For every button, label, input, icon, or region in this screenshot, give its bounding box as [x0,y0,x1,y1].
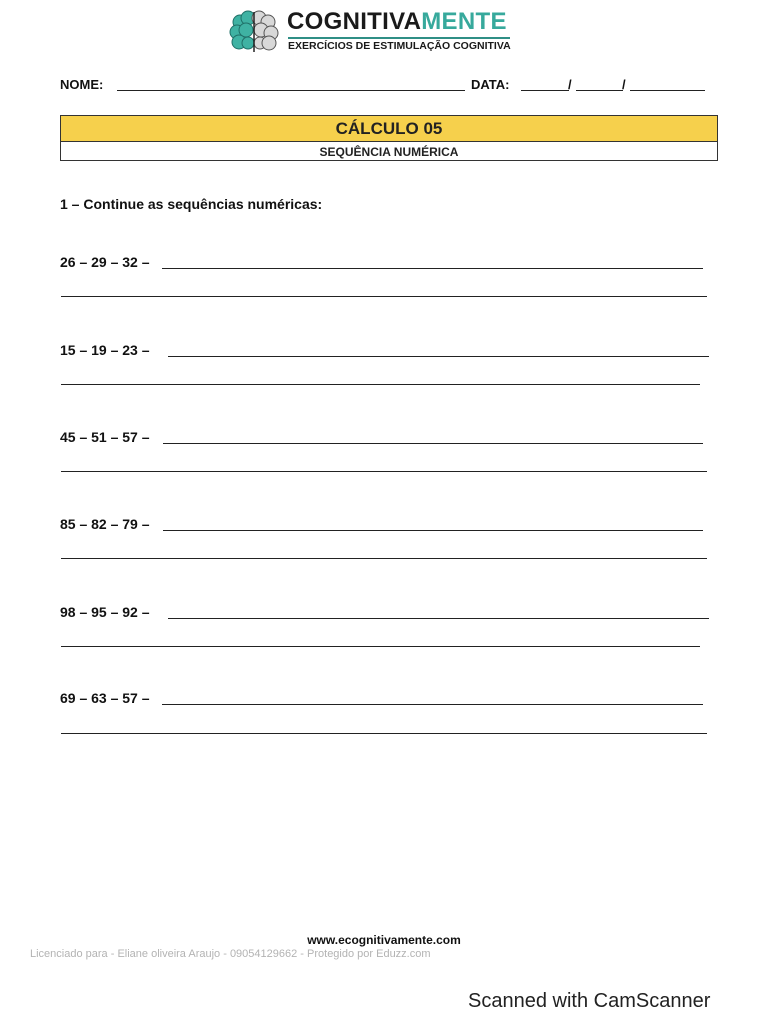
name-label: NOME: [60,77,104,92]
sequence-label-1: 26 – 29 – 32 – [60,254,150,270]
answer-line-2b[interactable] [61,384,700,385]
answer-line-3a[interactable] [163,443,703,444]
answer-line-1a[interactable] [162,268,703,269]
answer-line-1b[interactable] [61,296,707,297]
scanner-watermark: Scanned with CamScanner [468,990,711,1012]
answer-line-6a[interactable] [162,704,703,705]
sequence-label-2: 15 – 19 – 23 – [60,342,150,358]
answer-line-2a[interactable] [168,356,709,357]
date-day-line[interactable] [521,90,569,91]
title-box [60,115,718,161]
brand-subtitle: EXERCÍCIOS DE ESTIMULAÇÃO COGNITIVA [288,40,511,52]
brand-name-part2: MENTE [421,8,507,35]
sequence-label-3: 45 – 51 – 57 – [60,429,150,445]
answer-line-3b[interactable] [61,471,707,472]
brand-divider [288,37,510,39]
date-separator-1: / [568,77,572,92]
answer-line-5a[interactable] [168,618,709,619]
brain-icon [228,10,280,56]
answer-line-6b[interactable] [61,733,707,734]
answer-line-4a[interactable] [163,530,703,531]
name-field-line[interactable] [117,90,465,91]
footer-url: www.ecognitivamente.com [307,933,461,947]
question-text: 1 – Continue as sequências numéricas: [60,196,323,212]
sequence-label-6: 69 – 63 – 57 – [60,690,150,706]
answer-line-5b[interactable] [61,646,700,647]
date-separator-2: / [622,77,626,92]
page-title: CÁLCULO 05 [335,119,443,138]
sequence-label-4: 85 – 82 – 79 – [60,516,150,532]
sequence-label-5: 98 – 95 – 92 – [60,604,150,620]
answer-line-4b[interactable] [61,558,707,559]
brand-name [287,8,507,36]
brand-name-part1: COGNITIVA [287,8,422,35]
date-year-line[interactable] [630,90,705,91]
license-watermark: Licenciado para - Eliane oliveira Araujo - 09054129662 - Protegido por Eduzz.com [30,948,431,960]
date-label: DATA: [471,77,510,92]
date-month-line[interactable] [576,90,623,91]
page-subtitle: SEQUÊNCIA NUMÉRICA [319,145,459,159]
